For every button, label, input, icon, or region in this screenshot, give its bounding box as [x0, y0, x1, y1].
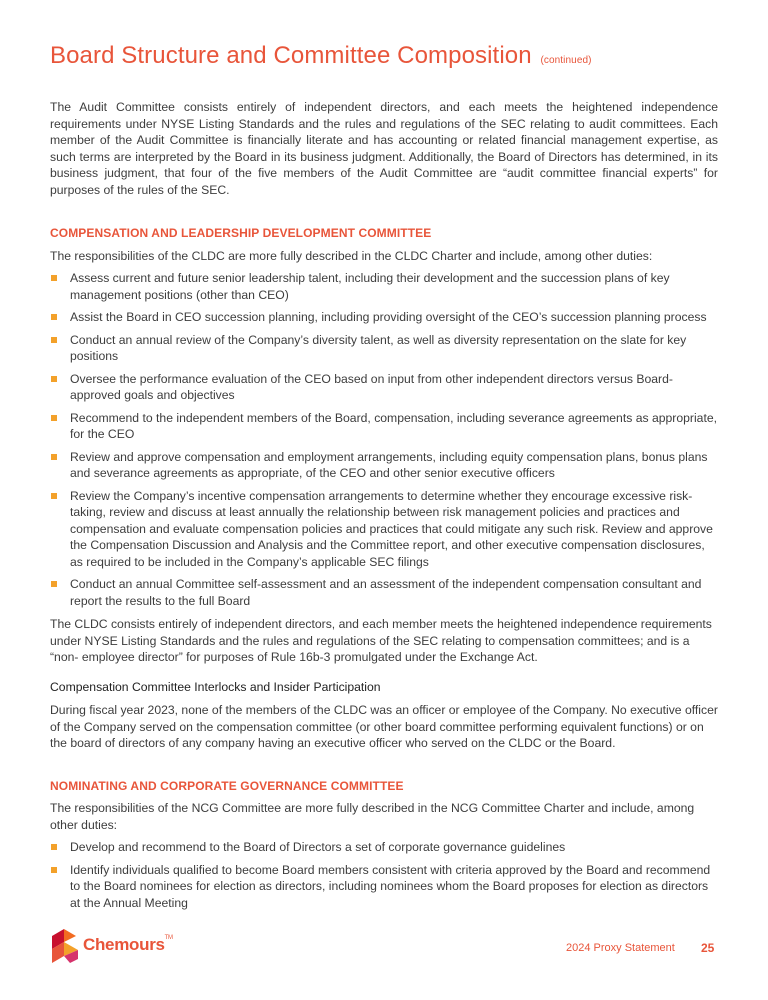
cldc-closing-paragraph: The CLDC consists entirely of independent directors, and each member meets the heightened independence requirements under NYSE Listing Standards and the rules and regulations of the SEC relating to compensation committees; and is a “non- employee director” for purposes of Rule 16b-3 promulgated under the Exchange Act.	[50, 617, 712, 664]
bullet-square-icon	[51, 454, 57, 460]
ncg-heading: NOMINATING AND CORPORATE GOVERNANCE COMMITTEE	[50, 779, 404, 793]
chemours-logo-icon	[50, 928, 82, 964]
bullet-square-icon	[51, 493, 57, 499]
list-item: Recommend to the independent members of the Board, compensation, including severance agreements as appropriate, for the CEO	[50, 410, 718, 443]
page-number: 25	[701, 941, 715, 955]
bullet-square-icon	[51, 314, 57, 320]
page-title: Board Structure and Committee Composition (continued)	[50, 42, 592, 69]
list-item: Assist the Board in CEO succession planning, including providing oversight of the CEO’s succession planning process	[50, 309, 718, 326]
list-item: Assess current and future senior leadership talent, including their development and the succession plans of key management positions (other than CEO)	[50, 270, 718, 303]
ncg-duties-list	[50, 839, 718, 917]
list-item: Identify individuals qualified to become Board members consistent with criteria approved by the Board and recommend to the Board nominees for election as directors, including nominees whom the Board proposes for election as directors at the Annual Meeting	[50, 862, 718, 912]
bullet-square-icon	[51, 581, 57, 587]
cldc-lead: The responsibilities of the CLDC are more fully described in the CLDC Charter and include, among other duties:	[50, 249, 653, 263]
list-item: Review the Company’s incentive compensation arrangements to determine whether they encourage excessive risk-taking, review and discuss at least annually the relationship between risk management policies and practices and compensation and evaluate compensation policies and practices that could mitigate any such risk. Review and approve the Compensation Discussion and Analysis and the Committee report, and other executive compensation disclosures, as required to be included in the Company’s applicable SEC filings	[50, 488, 718, 571]
bullet-square-icon	[51, 415, 57, 421]
bullet-square-icon	[51, 337, 57, 343]
list-item: Conduct an annual Committee self-assessment and an assessment of the independent compensation consultant and report the results to the full Board	[50, 576, 718, 609]
list-item: Conduct an annual review of the Company’s diversity talent, as well as diversity representation on the slate for key positions	[50, 332, 718, 365]
chemours-logo	[50, 928, 173, 964]
bullet-square-icon	[51, 376, 57, 382]
logo-wordmark: Chemours™	[83, 935, 173, 954]
cldc-heading: COMPENSATION AND LEADERSHIP DEVELOPMENT COMMITTEE	[50, 226, 432, 240]
cldc-duties-list	[50, 270, 718, 615]
bullet-square-icon	[51, 275, 57, 281]
footer-doc-title: 2024 Proxy Statement	[566, 942, 675, 954]
interlocks-paragraph: During fiscal year 2023, none of the members of the CLDC was an officer or employee of the Company. No executive officer of the Company served on the compensation committee (or other board committee performing equivalent functions) or on the board of directors of any company having an executive officer who served on the CLDC or the Board.	[50, 703, 718, 750]
list-item: Oversee the performance evaluation of the CEO based on input from other independent directors versus Board-approved goals and objectives	[50, 371, 718, 404]
list-item: Review and approve compensation and employment arrangements, including equity compensation plans, bonus plans and severance agreements as appropriate, of the CEO and other senior executive officers	[50, 449, 718, 482]
audit-committee-paragraph: The Audit Committee consists entirely of independent directors, and each meets the heightened independence requirements under NYSE Listing Standards and the rules and regulations of the SEC relating to audit committees. Each member of the Audit Committee is financially literate and has accounting or related financial management expertise, as such terms are interpreted by the Board in its business judgment. Additionally, the Board of Directors has determined, in its business judgment, that four of the five members of the Audit Committee are “audit committee financial experts” for purposes of the rules of the SEC.	[50, 100, 718, 197]
ncg-lead: The responsibilities of the NCG Committee are more fully described in the NCG Committee Charter and include, among other duties:	[50, 801, 695, 832]
bullet-square-icon	[51, 844, 57, 850]
interlocks-heading: Compensation Committee Interlocks and Insider Participation	[50, 680, 381, 694]
list-item: Develop and recommend to the Board of Directors a set of corporate governance guidelines	[50, 839, 718, 856]
bullet-square-icon	[51, 867, 57, 873]
continued-label: (continued)	[540, 55, 592, 66]
